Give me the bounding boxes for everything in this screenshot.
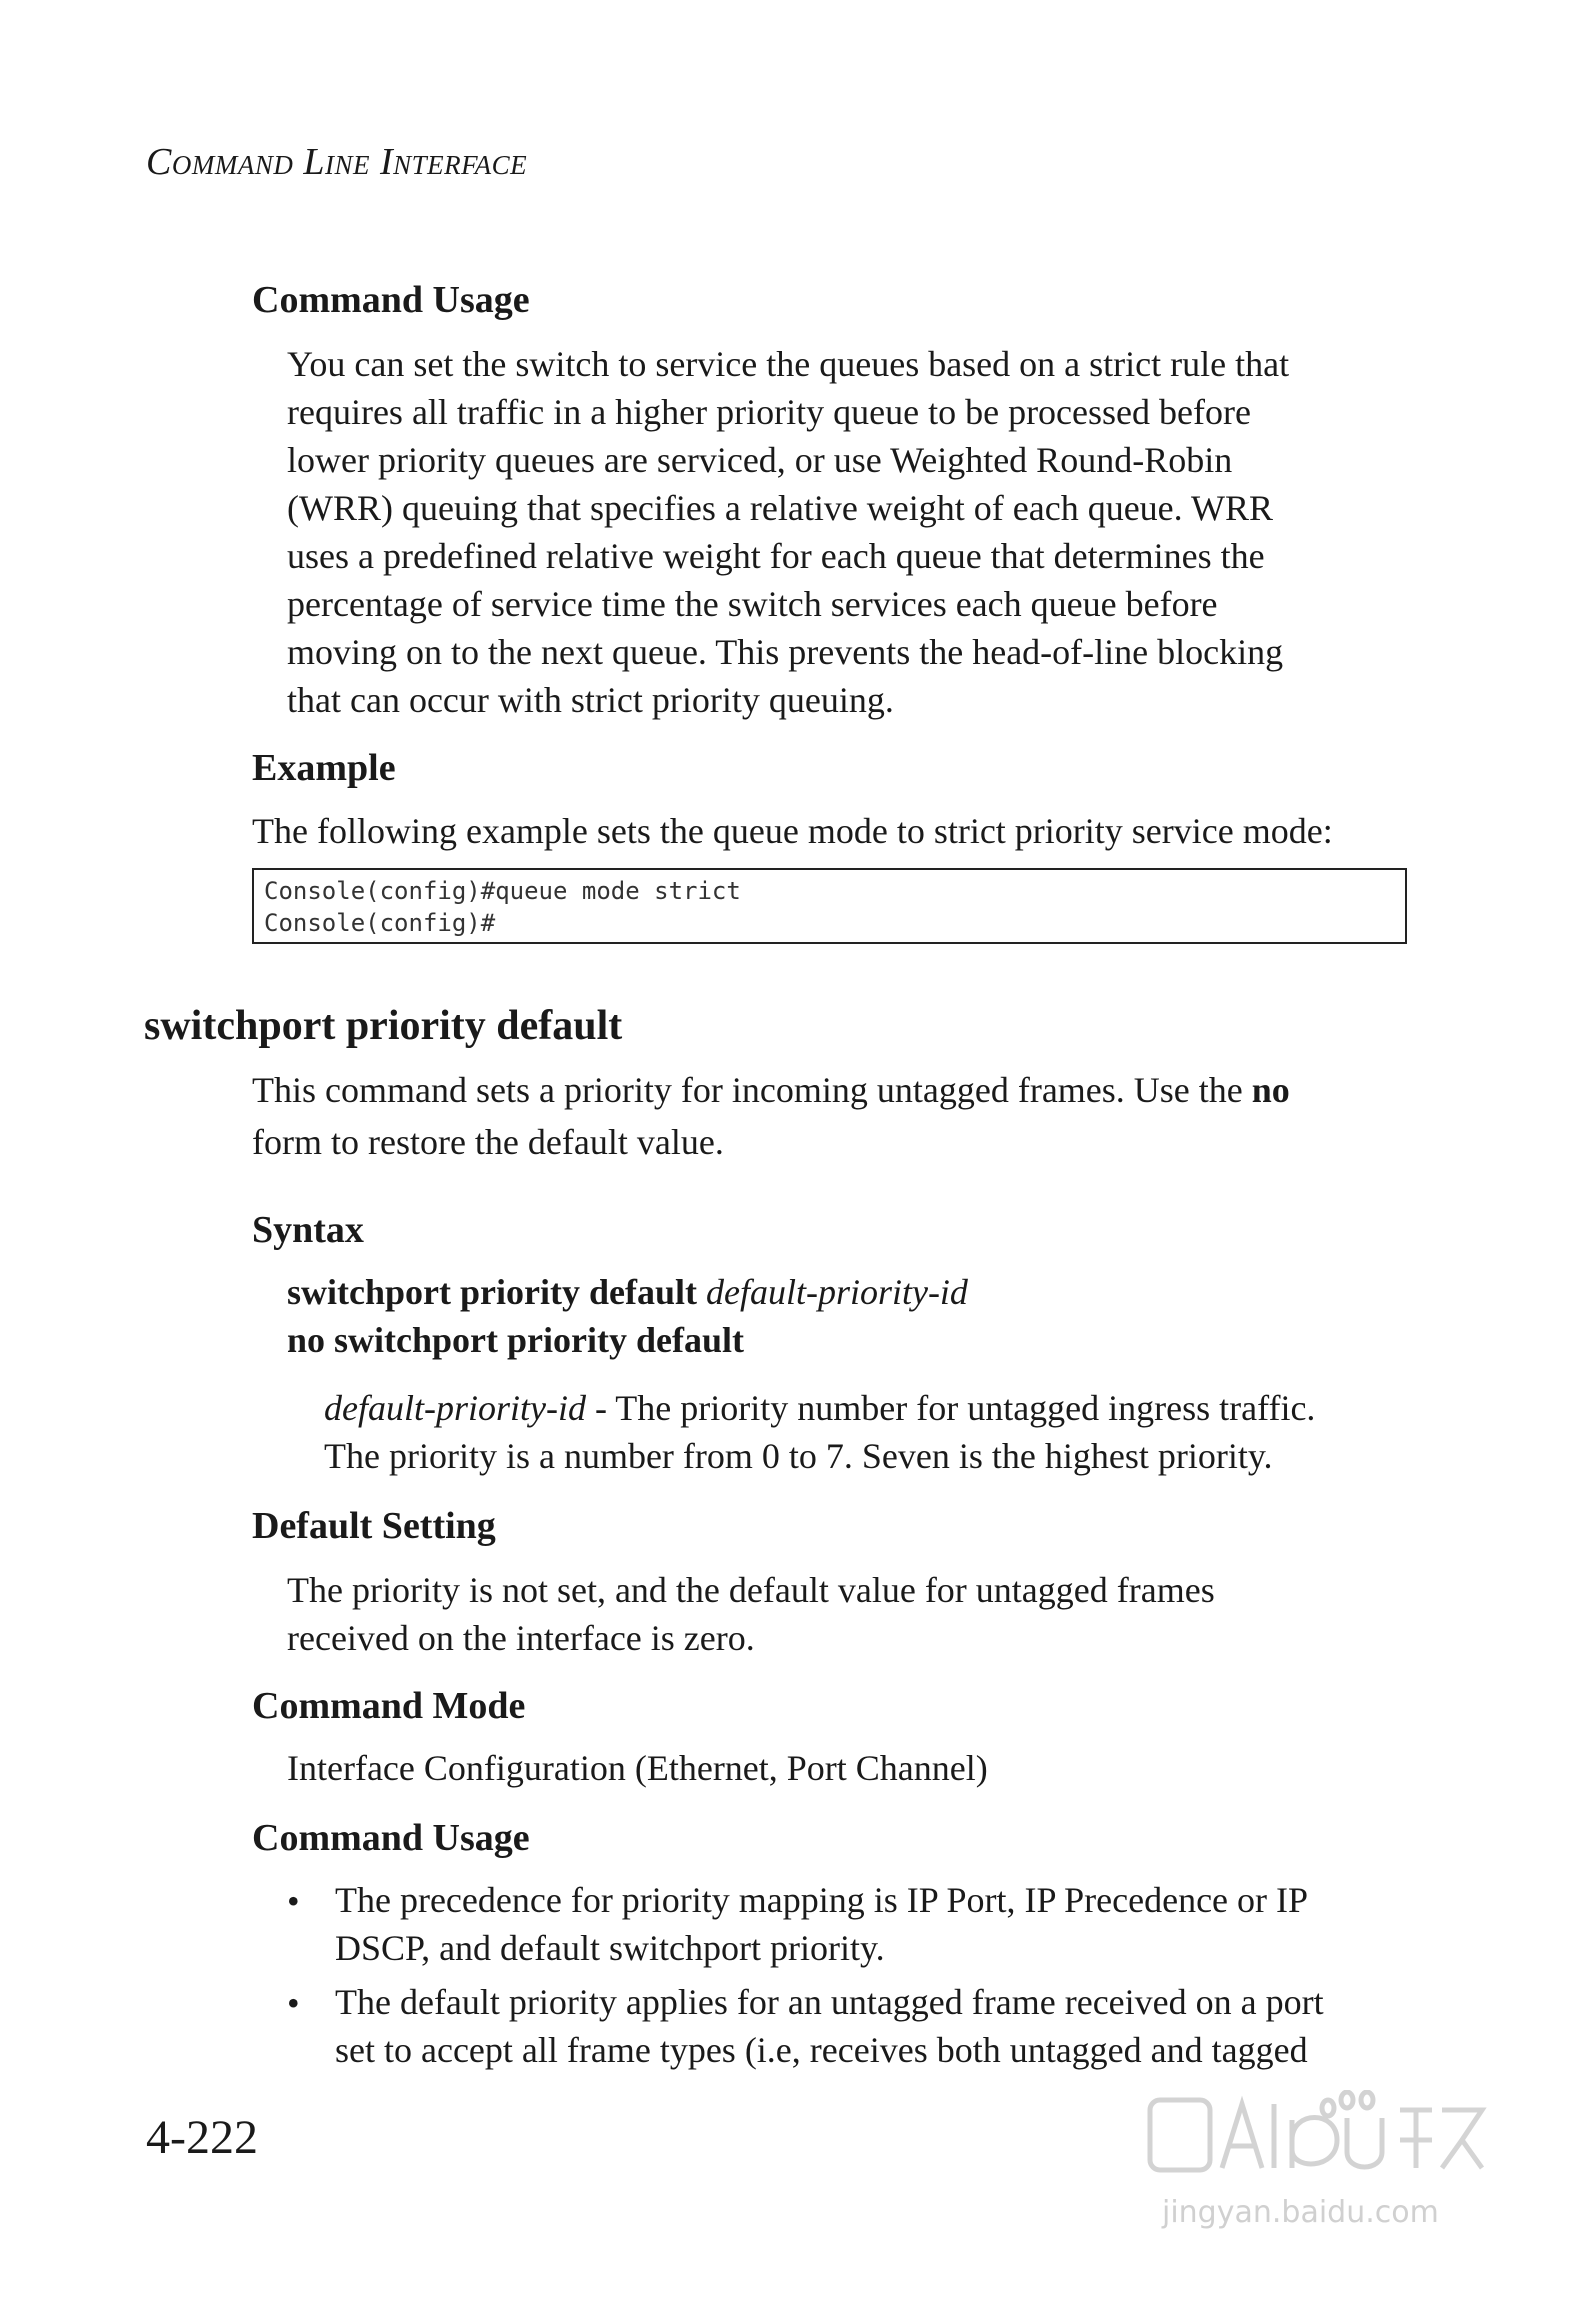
example-intro: The following example sets the queue mode to strict priority service mode: — [252, 811, 1333, 851]
paragraph-line: received on the interface is zero. — [287, 1618, 755, 1658]
parameter-description — [324, 1384, 1315, 1480]
code-line: Console(config)#queue mode strict — [264, 877, 741, 905]
command-mode-heading: Command Mode — [252, 1685, 526, 1727]
paragraph-line: that can occur with strict priority queuing. — [287, 680, 894, 720]
command-usage-heading-2: Command Usage — [252, 1817, 530, 1859]
no-keyword: no — [1251, 1070, 1290, 1110]
command-mode-text: Interface Configuration (Ethernet, Port Channel) — [287, 1748, 988, 1788]
syntax-block — [287, 1268, 968, 1364]
command-usage-paragraph — [287, 340, 1289, 724]
code-line: Console(config)# — [264, 909, 496, 937]
running-header: Command Line Interface — [146, 141, 528, 183]
paragraph-line: lower priority queues are serviced, or use Weighted Round-Robin — [287, 440, 1233, 480]
syntax-command: switchport priority default — [287, 1272, 697, 1312]
paragraph-line: The priority is not set, and the default value for untagged frames — [287, 1570, 1215, 1610]
param-line — [324, 1384, 1315, 1432]
command-usage-heading: Command Usage — [252, 279, 530, 321]
param-line: The priority is a number from 0 to 7. Seven is the highest priority. — [324, 1436, 1273, 1476]
syntax-line — [287, 1268, 968, 1316]
paragraph-line: requires all traffic in a higher priority queue to be processed before — [287, 392, 1251, 432]
syntax-line: no switchport priority default — [287, 1320, 744, 1360]
param-desc: - The priority number for untagged ingress traffic. — [585, 1388, 1316, 1428]
bullet-icon: • — [287, 1881, 300, 1921]
paragraph-line: uses a predefined relative weight for each queue that determines the — [287, 536, 1265, 576]
param-name: default-priority-id — [324, 1388, 586, 1428]
baidu-watermark-logo — [1142, 2090, 1492, 2240]
bullet-item — [335, 1978, 1324, 2074]
bullet-icon: • — [287, 1983, 300, 2023]
bullet-line: DSCP, and default switchport priority. — [335, 1928, 885, 1968]
intro-line: form to restore the default value. — [252, 1122, 724, 1162]
paragraph-line: You can set the switch to service the queues based on a strict rule that — [287, 344, 1290, 384]
syntax-heading: Syntax — [252, 1209, 364, 1251]
bullet-line: The default priority applies for an untagged frame received on a port — [335, 1982, 1324, 2022]
bullet-item — [335, 1876, 1308, 1972]
paragraph-line: percentage of service time the switch services each queue before — [287, 584, 1218, 624]
syntax-parameter: default-priority-id — [705, 1272, 968, 1312]
bullet-line: set to accept all frame types (i.e, receives both untagged and tagged — [335, 2030, 1308, 2070]
intro-line — [252, 1066, 1290, 1114]
paragraph-line: moving on to the next queue. This prevents the head-of-line blocking — [287, 632, 1284, 672]
code-example-box — [252, 868, 1407, 944]
paragraph-line: (WRR) queuing that specifies a relative weight of each queue. WRR — [287, 488, 1274, 528]
command-title: switchport priority default — [144, 1003, 623, 1049]
bullet-line: The precedence for priority mapping is IP Port, IP Precedence or IP — [335, 1880, 1309, 1920]
example-heading: Example — [252, 747, 396, 789]
page-number: 4-222 — [146, 2111, 258, 2164]
intro-text: This command sets a priority for incoming untagged frames. Use the — [252, 1070, 1252, 1110]
watermark-url: jingyan.baidu.com — [1162, 2195, 1439, 2230]
default-setting-paragraph — [287, 1566, 1215, 1662]
default-setting-heading: Default Setting — [252, 1505, 496, 1547]
command-intro — [252, 1066, 1290, 1166]
